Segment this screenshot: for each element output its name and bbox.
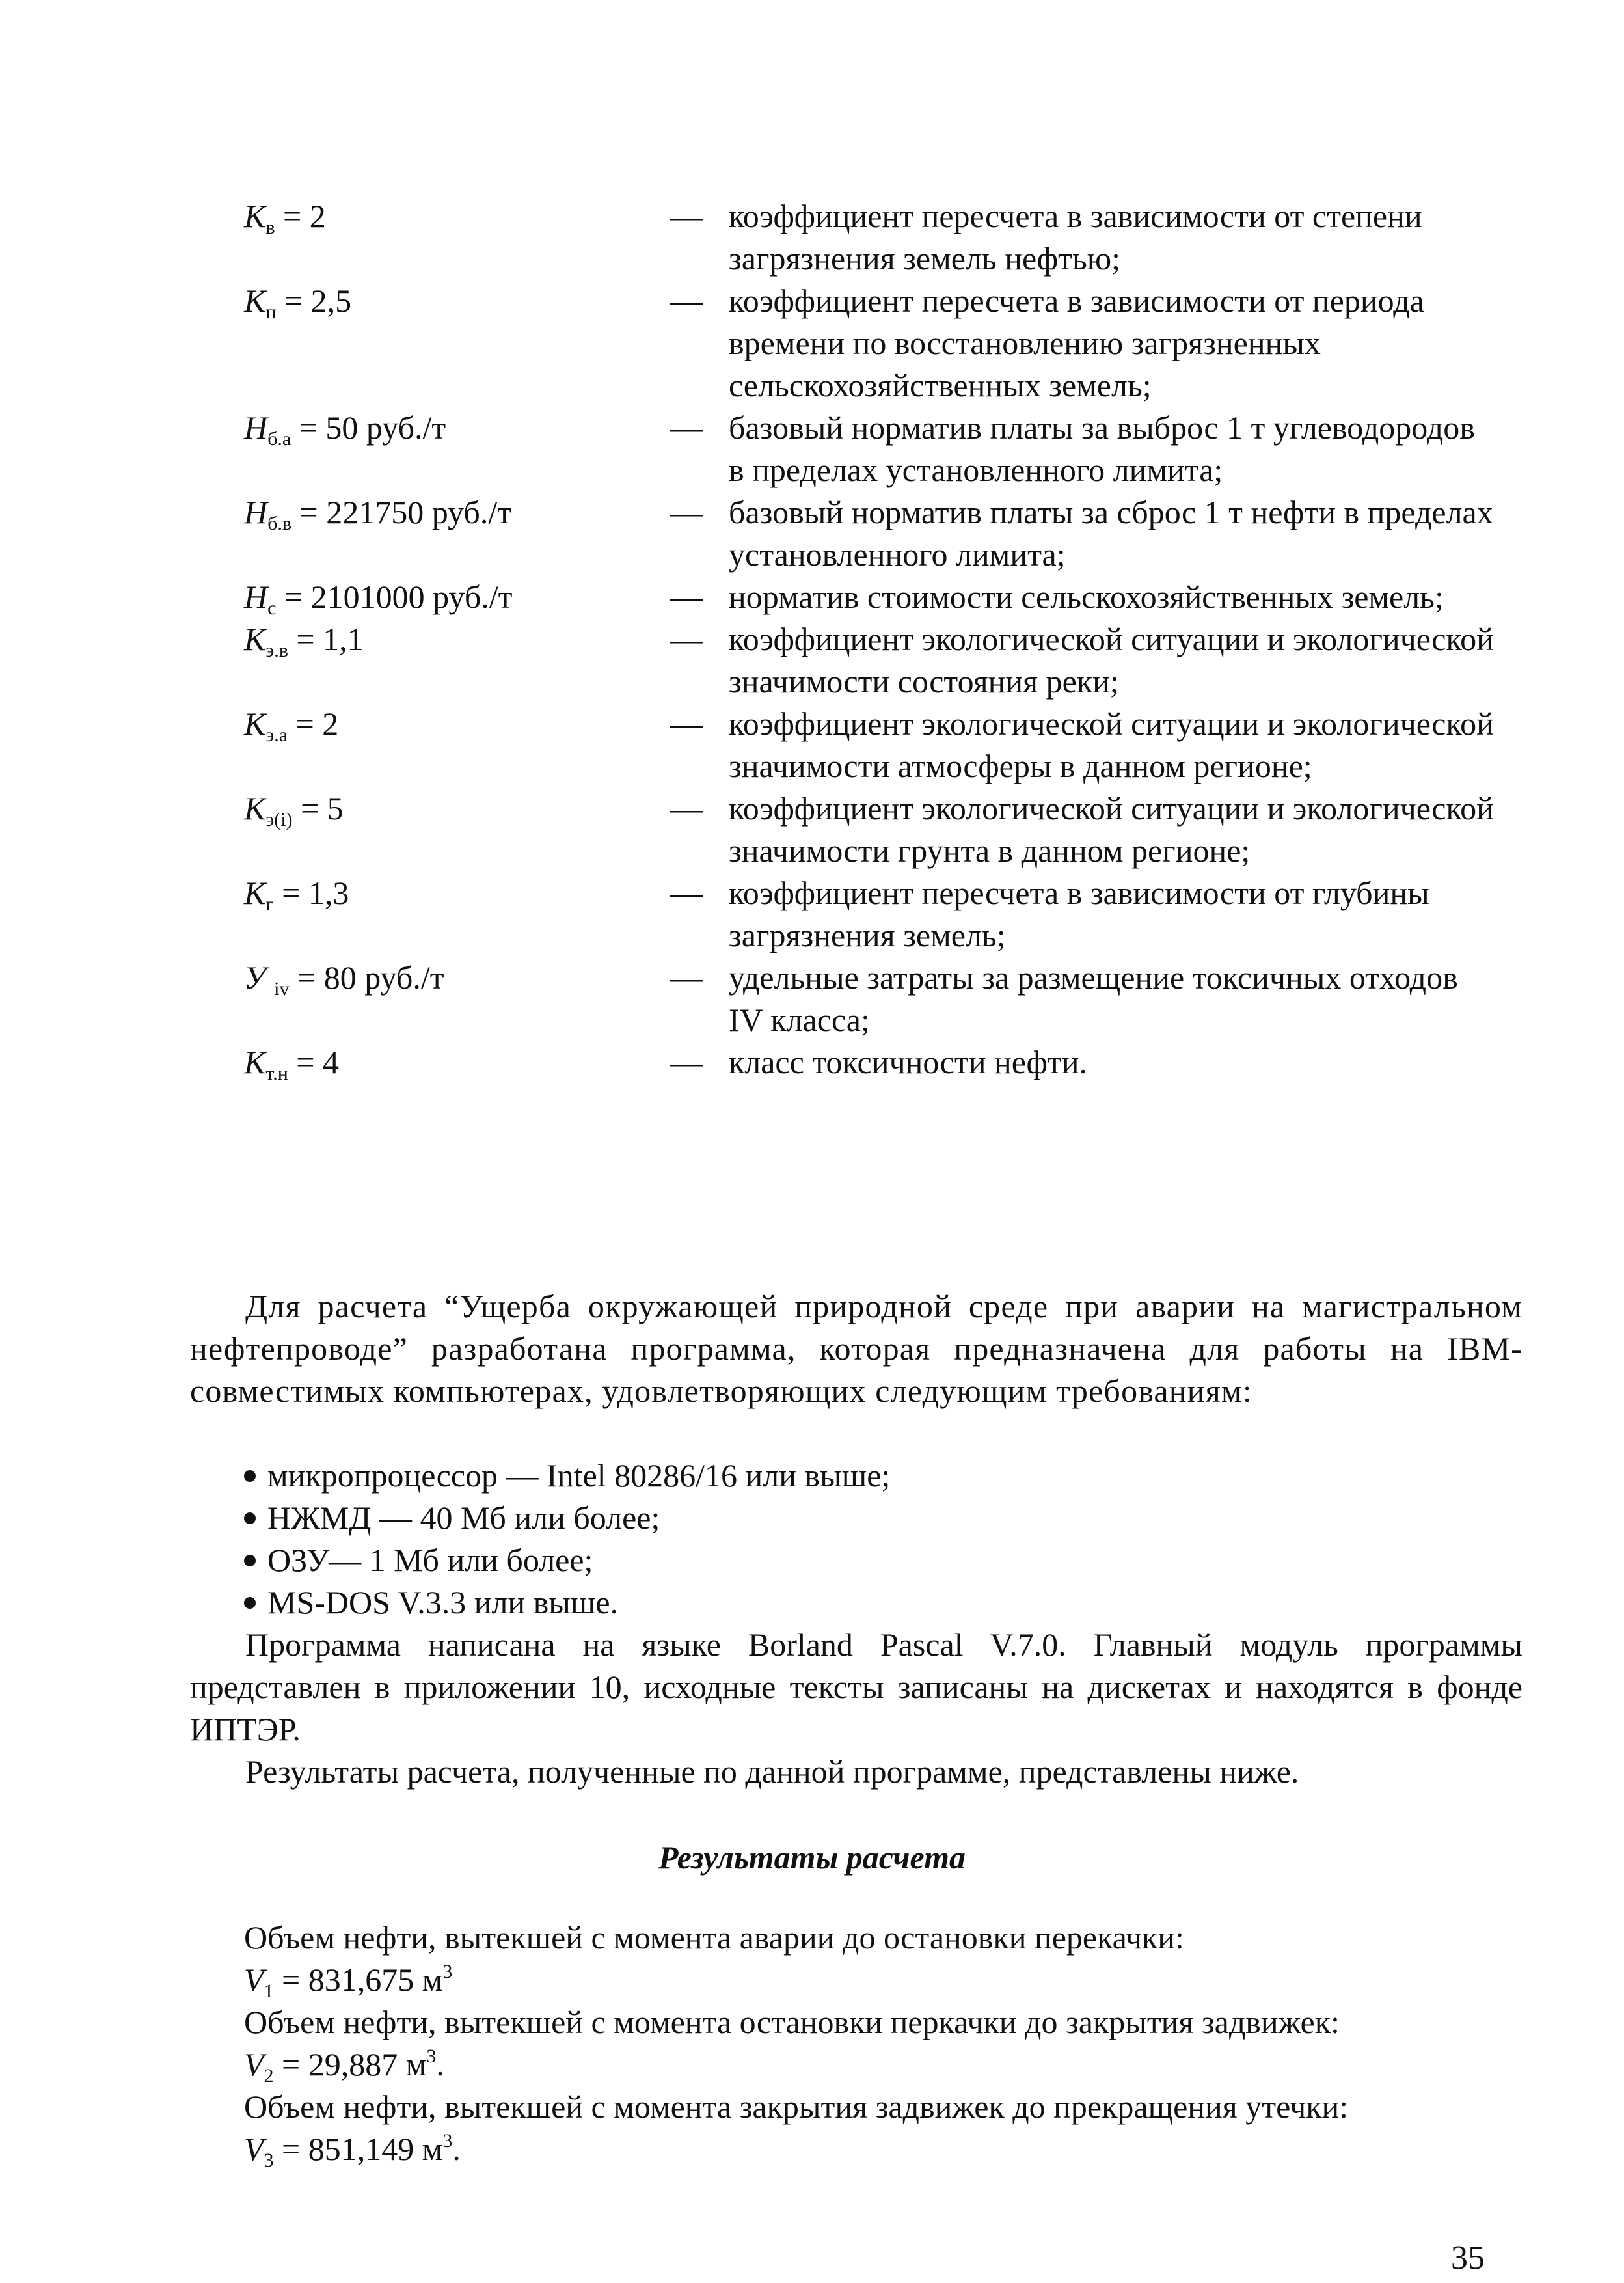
definition-symbol — [244, 576, 670, 618]
result-value — [244, 2044, 1519, 2086]
definition-row — [244, 787, 1519, 872]
symbol-subscript: б.в — [267, 513, 292, 534]
program-paragraph: Программа написана на языке Borland Pascal V.7.0. Главный модуль программы представлен в приложении 10, исходные тексты записаны на дискетах и находятся в фонде ИПТЭР. — [190, 1626, 1522, 1747]
definition-text: коэффициент пересчета в зависимости от глубины загрязнения земель; — [729, 875, 1429, 953]
definition-dash: — — [670, 705, 703, 742]
symbol-subscript: iv — [274, 978, 290, 1000]
symbol-letter: K — [244, 790, 266, 827]
list-item — [244, 1539, 890, 1581]
definition-text: коэффициент экологической ситуации и экологической значимости атмосферы в данном регионе; — [729, 705, 1494, 784]
definition-symbol — [244, 787, 670, 830]
definition-symbol — [244, 703, 670, 745]
results-intro-paragraph: Результаты расчета, полученные по данной программе, представлены ниже. — [245, 1753, 1299, 1790]
definitions-list — [244, 195, 1519, 1084]
definition-symbol — [244, 957, 670, 999]
bullet-icon — [244, 1555, 256, 1566]
bullet-icon — [244, 1597, 256, 1609]
definition-dash: — — [670, 621, 703, 657]
intro-paragraph: Для расчета “Ущерба окружающей природной среде при аварии на магистральном нефтепроводе” разработана программа, которая предназначена для работы на IBM-совместимых компьютерах, удовлетворяющих следующим требованиям: — [190, 1288, 1522, 1409]
definition-symbol — [244, 1041, 670, 1084]
definition-row — [244, 280, 1519, 407]
definition-text: коэффициент экологической ситуации и экологической значимости грунта в данном регионе; — [729, 790, 1494, 869]
definition-symbol — [244, 872, 670, 914]
result-value — [244, 1959, 1519, 2001]
definition-dash: — — [670, 282, 703, 319]
definition-dash: — — [670, 875, 703, 911]
symbol-subscript: п — [265, 301, 277, 323]
result-tail: . — [436, 2046, 444, 2083]
result-variable: V — [244, 2131, 264, 2167]
result-subscript: 1 — [264, 1980, 274, 2002]
result-label: Объем нефти, вытекшей с момента закрытия задвижек до прекращения утечки: — [244, 2088, 1349, 2125]
list-item — [244, 1455, 890, 1497]
result-exponent: 3 — [442, 1961, 453, 1982]
symbol-value: = 2,5 — [284, 282, 352, 319]
definition-dash: — — [670, 579, 703, 615]
definition-symbol — [244, 618, 670, 661]
bullet-icon — [244, 1512, 256, 1524]
symbol-value: = 2 — [283, 198, 326, 234]
definition-dash: — — [670, 1044, 703, 1080]
result-exponent: 3 — [442, 2130, 453, 2152]
requirements-list — [244, 1455, 890, 1624]
definition-dash: — — [670, 959, 703, 996]
definition-symbol — [244, 280, 670, 322]
definition-symbol — [244, 491, 670, 534]
definition-dash: — — [670, 494, 703, 530]
symbol-subscript: в — [265, 217, 275, 238]
symbol-letter: K — [244, 875, 266, 911]
definition-text: базовый норматив платы за выброс 1 т углеводородов в пределах установленного лимита; — [729, 409, 1475, 488]
result-tail: . — [452, 2131, 461, 2167]
result-label: Объем нефти, вытекшей с момента остановки перкачки до закрытия задвижек: — [244, 2004, 1340, 2040]
symbol-subscript: б.а — [267, 428, 291, 450]
list-item — [244, 1497, 890, 1539]
symbol-subscript: с — [267, 597, 277, 619]
list-item — [244, 1581, 890, 1624]
result-subscript: 3 — [264, 2150, 274, 2171]
definition-row — [244, 957, 1519, 1041]
result-value — [244, 2128, 1519, 2170]
symbol-letter: K — [244, 621, 266, 657]
symbol-value: = 80 руб./т — [297, 959, 444, 996]
definition-row — [244, 491, 1519, 576]
list-item-text: микропроцессор — Intel 80286/16 или выше; — [267, 1457, 891, 1494]
definition-dash: — — [670, 790, 703, 827]
symbol-subscript: э.а — [265, 724, 288, 746]
definition-dash: — — [670, 198, 703, 234]
symbol-value: = 2101000 руб./т — [284, 579, 513, 615]
symbol-value: = 4 — [296, 1044, 339, 1080]
symbol-letter: У — [244, 959, 266, 996]
definition-text: базовый норматив платы за сброс 1 т нефти в пределах установленного лимита; — [729, 494, 1493, 573]
symbol-letter: K — [244, 282, 266, 319]
definition-text: удельные затраты за размещение токсичных отходов IV класса; — [729, 959, 1458, 1038]
symbol-value: = 5 — [301, 790, 344, 827]
symbol-letter: H — [244, 494, 268, 530]
result-variable: V — [244, 2046, 264, 2083]
page-number: 35 — [1451, 2239, 1485, 2276]
symbol-value: = 221750 руб./т — [299, 494, 512, 530]
result-label: Объем нефти, вытекшей с момента аварии до остановки перекачки: — [244, 1919, 1184, 1956]
definition-symbol — [244, 407, 670, 449]
definition-row — [244, 872, 1519, 957]
definition-row — [244, 407, 1519, 491]
result-number: = 29,887 м — [282, 2046, 427, 2083]
symbol-letter: K — [244, 1044, 266, 1080]
symbol-letter: H — [244, 579, 268, 615]
definition-row — [244, 195, 1519, 280]
symbol-letter: K — [244, 705, 266, 742]
list-item-text: MS-DOS V.3.3 или выше. — [267, 1584, 619, 1620]
symbol-value: = 50 руб./т — [299, 409, 446, 446]
definition-text: коэффициент экологической ситуации и экологической значимости состояния реки; — [729, 621, 1494, 700]
result-exponent: 3 — [426, 2045, 437, 2067]
definition-row — [244, 703, 1519, 787]
symbol-value: = 1,1 — [296, 621, 364, 657]
result-subscript: 2 — [264, 2065, 274, 2086]
result-variable: V — [244, 1962, 264, 1998]
symbol-value: = 2 — [295, 705, 339, 742]
definition-dash: — — [670, 409, 703, 446]
result-number: = 851,149 м — [282, 2131, 443, 2167]
symbol-value: = 1,3 — [282, 875, 349, 911]
bullet-icon — [244, 1470, 256, 1482]
definition-text: коэффициент пересчета в зависимости от степени загрязнения земель нефтью; — [729, 198, 1422, 277]
symbol-subscript: э.в — [265, 640, 288, 661]
symbol-subscript: э(i) — [265, 809, 293, 830]
definition-row — [244, 618, 1519, 703]
symbol-subscript: т.н — [265, 1063, 288, 1084]
definition-text: класс токсичности нефти. — [729, 1044, 1088, 1080]
results-list — [244, 1917, 1519, 2170]
result-number: = 831,675 м — [282, 1962, 443, 1998]
results-heading: Результаты расчета — [658, 1839, 966, 1876]
definition-text: норматив стоимости сельскохозяйственных земель; — [729, 579, 1444, 615]
definition-symbol — [244, 195, 670, 238]
symbol-letter: H — [244, 409, 268, 446]
definition-row — [244, 1041, 1519, 1084]
definition-text: коэффициент пересчета в зависимости от периода времени по восстановлению загрязненных сельскохозяйственных земель; — [729, 282, 1424, 403]
definition-row — [244, 576, 1519, 618]
symbol-letter: K — [244, 198, 266, 234]
list-item-text: ОЗУ— 1 Мб или более; — [267, 1542, 593, 1578]
list-item-text: НЖМД — 40 Мб или более; — [267, 1499, 660, 1536]
symbol-subscript: г — [265, 894, 274, 915]
